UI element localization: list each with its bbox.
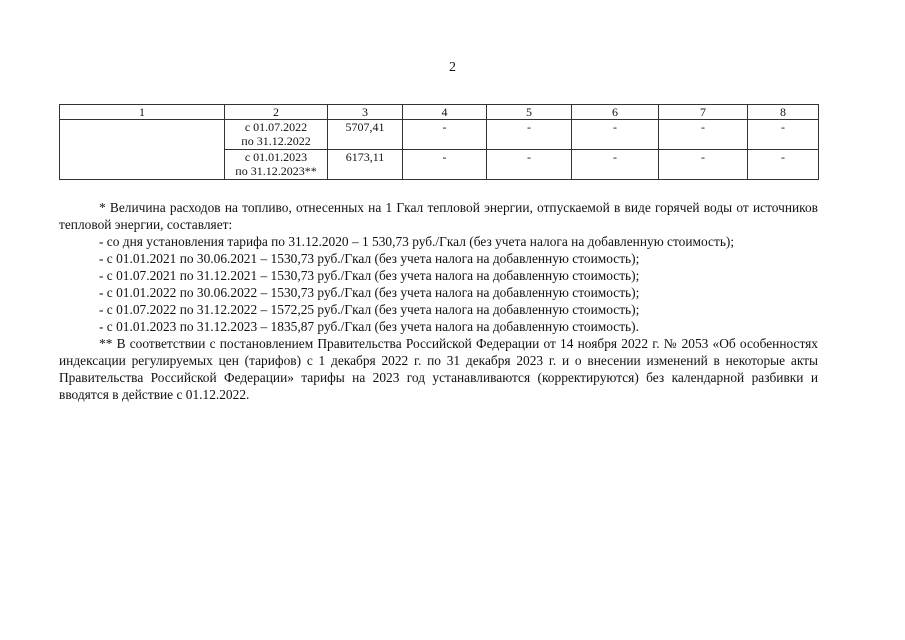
list-item: - с 01.07.2022 по 31.12.2022 – 1572,25 руб./Гкал (без учета налога на добавленную стоимость); <box>99 302 640 317</box>
tariff-table <box>59 104 819 180</box>
column-header: 4 <box>403 105 487 120</box>
column-header: 6 <box>572 105 659 120</box>
empty-value-cell: - <box>487 150 572 180</box>
empty-value-cell: - <box>403 120 487 150</box>
column-header: 7 <box>659 105 748 120</box>
column-header: 2 <box>225 105 328 120</box>
column-header: 5 <box>487 105 572 120</box>
empty-value-cell: - <box>572 150 659 180</box>
empty-value-cell: - <box>572 120 659 150</box>
period-cell <box>225 150 328 180</box>
period-start: с 01.07.2022 <box>244 120 308 134</box>
period-cell <box>225 120 328 150</box>
footnotes <box>59 199 818 403</box>
empty-value-cell: - <box>403 150 487 180</box>
table-row <box>60 120 819 150</box>
column-header: 3 <box>328 105 403 120</box>
list-item: - с 01.01.2021 по 30.06.2021 – 1530,73 руб./Гкал (без учета налога на добавленную стоимость); <box>99 251 640 266</box>
column-header: 8 <box>748 105 819 120</box>
tariff-value-cell: 5707,41 <box>328 120 403 150</box>
tariff-value-cell: 6173,11 <box>328 150 403 180</box>
list-item: - с 01.01.2022 по 30.06.2022 – 1530,73 руб./Гкал (без учета налога на добавленную стоимость); <box>99 285 640 300</box>
table-header-row <box>60 105 819 120</box>
fuel-cost-note: * Величина расходов на топливо, отнесенных на 1 Гкал тепловой энергии, отпускаемой в виде горячей воды от источников тепловой энергии, составляет: <box>59 200 818 232</box>
empty-value-cell: - <box>659 120 748 150</box>
merged-empty-cell <box>60 120 225 180</box>
column-header: 1 <box>60 105 225 120</box>
empty-value-cell: - <box>487 120 572 150</box>
page-number: 2 <box>449 60 456 75</box>
list-item: - с 01.01.2023 по 31.12.2023 – 1835,87 руб./Гкал (без учета налога на добавленную стоимость). <box>99 319 639 334</box>
list-item: - со дня установления тарифа по 31.12.2020 – 1 530,73 руб./Гкал (без учета налога на добавленную стоимость); <box>99 234 735 249</box>
period-end: по 31.12.2023** <box>235 164 317 178</box>
empty-value-cell: - <box>748 120 819 150</box>
empty-value-cell: - <box>659 150 748 180</box>
period-end: по 31.12.2022 <box>241 134 311 148</box>
list-item: - с 01.07.2021 по 31.12.2021 – 1530,73 руб./Гкал (без учета налога на добавленную стоимость); <box>99 268 640 283</box>
period-start: с 01.01.2023 <box>244 150 308 164</box>
empty-value-cell: - <box>748 150 819 180</box>
decree-note: ** В соответствии с постановлением Правительства Российской Федерации от 14 ноября 2022 г. № 2053 «Об особенностях индексации регулируемых цен (тарифов) с 1 декабря 2022 г. по 31 декабря 2023 г. и о внесении изменений в некоторые акты Правительства Российской Федерации» тарифы на 2023 год устанавливаются (корректируются) без календарной разбивки и вводятся в действие с 01.12.2022. <box>59 336 818 402</box>
